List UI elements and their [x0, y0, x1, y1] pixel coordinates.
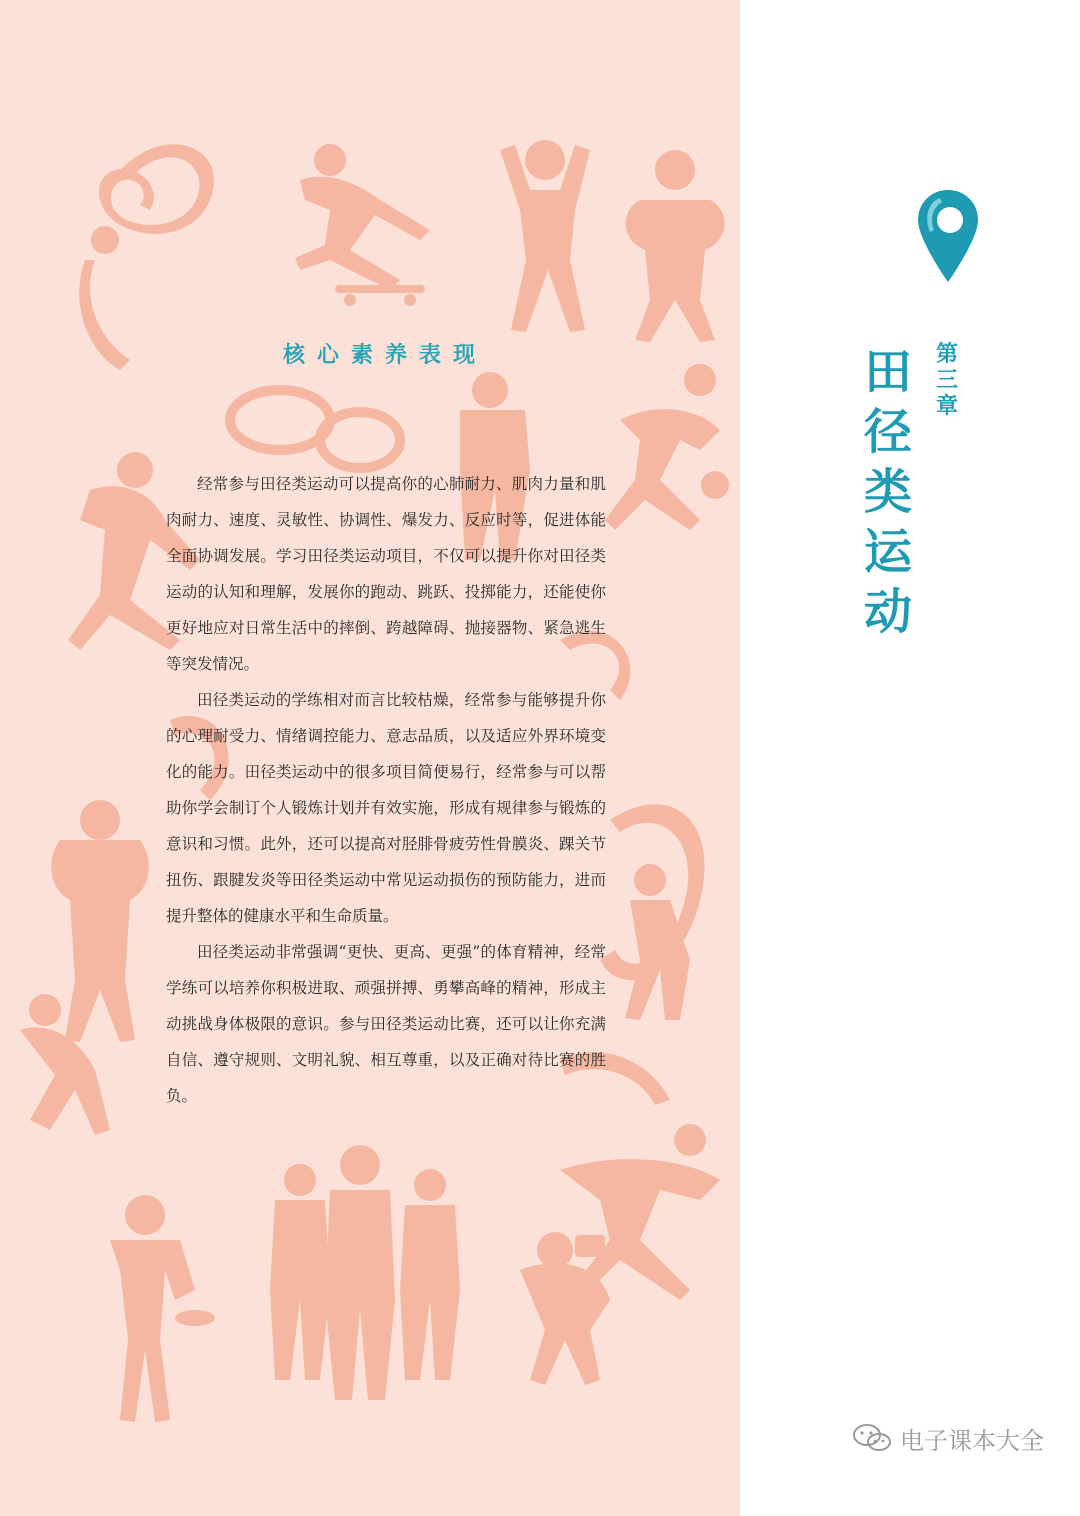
body-paragraph-3: 田径类运动非常强调“更快、更高、更强”的体育精神，经常学练可以培养你积极进取、顽强拼搏、勇攀高峰的精神，形成主动挑战身体极限的意识。参与田径类运动比赛，还可以让你充满自信、遵守规则、文明礼貌、相互尊重，以及正确对待比赛的胜负。 — [166, 943, 606, 1105]
wechat-icon — [852, 1422, 892, 1454]
chapter-number: 第三章 — [935, 342, 958, 419]
location-pin-icon — [916, 188, 980, 284]
body-text — [166, 466, 606, 1114]
chapter-title: 田径类运动 — [863, 344, 912, 640]
watermark — [852, 1418, 1044, 1458]
body-paragraph-1: 经常参与田径类运动可以提高你的心肺耐力、肌肉力量和肌肉耐力、速度、灵敏性、协调性、爆发力、反应时等，促进体能全面协调发展。学习田径类运动项目，不仅可以提升你对田径类运动的认知和理解，发展你的跑动、跳跃、投掷能力，还能使你更好地应对日常生活中的摔倒、跨越障碍、抛接器物、紧急逃生等突发情况。 — [166, 475, 606, 673]
body-paragraph-2: 田径类运动的学练相对而言比较枯燥，经常参与能够提升你的心理耐受力、情绪调控能力、意志品质，以及适应外界环境变化的能力。田径类运动中的很多项目简便易行，经常参与可以帮助你学会制订个人锻炼计划并有效实施，形成有规律参与锻炼的意识和习惯。此外，还可以提高对胫腓骨疲劳性骨膜炎、踝关节扭伤、跟腱发炎等田径类运动中常见运动损伤的预防能力，进而提升整体的健康水平和生命质量。 — [166, 691, 606, 925]
section-title: 核心素养表现 — [282, 343, 487, 368]
watermark-text: 电子课本大全 — [900, 1426, 1044, 1455]
